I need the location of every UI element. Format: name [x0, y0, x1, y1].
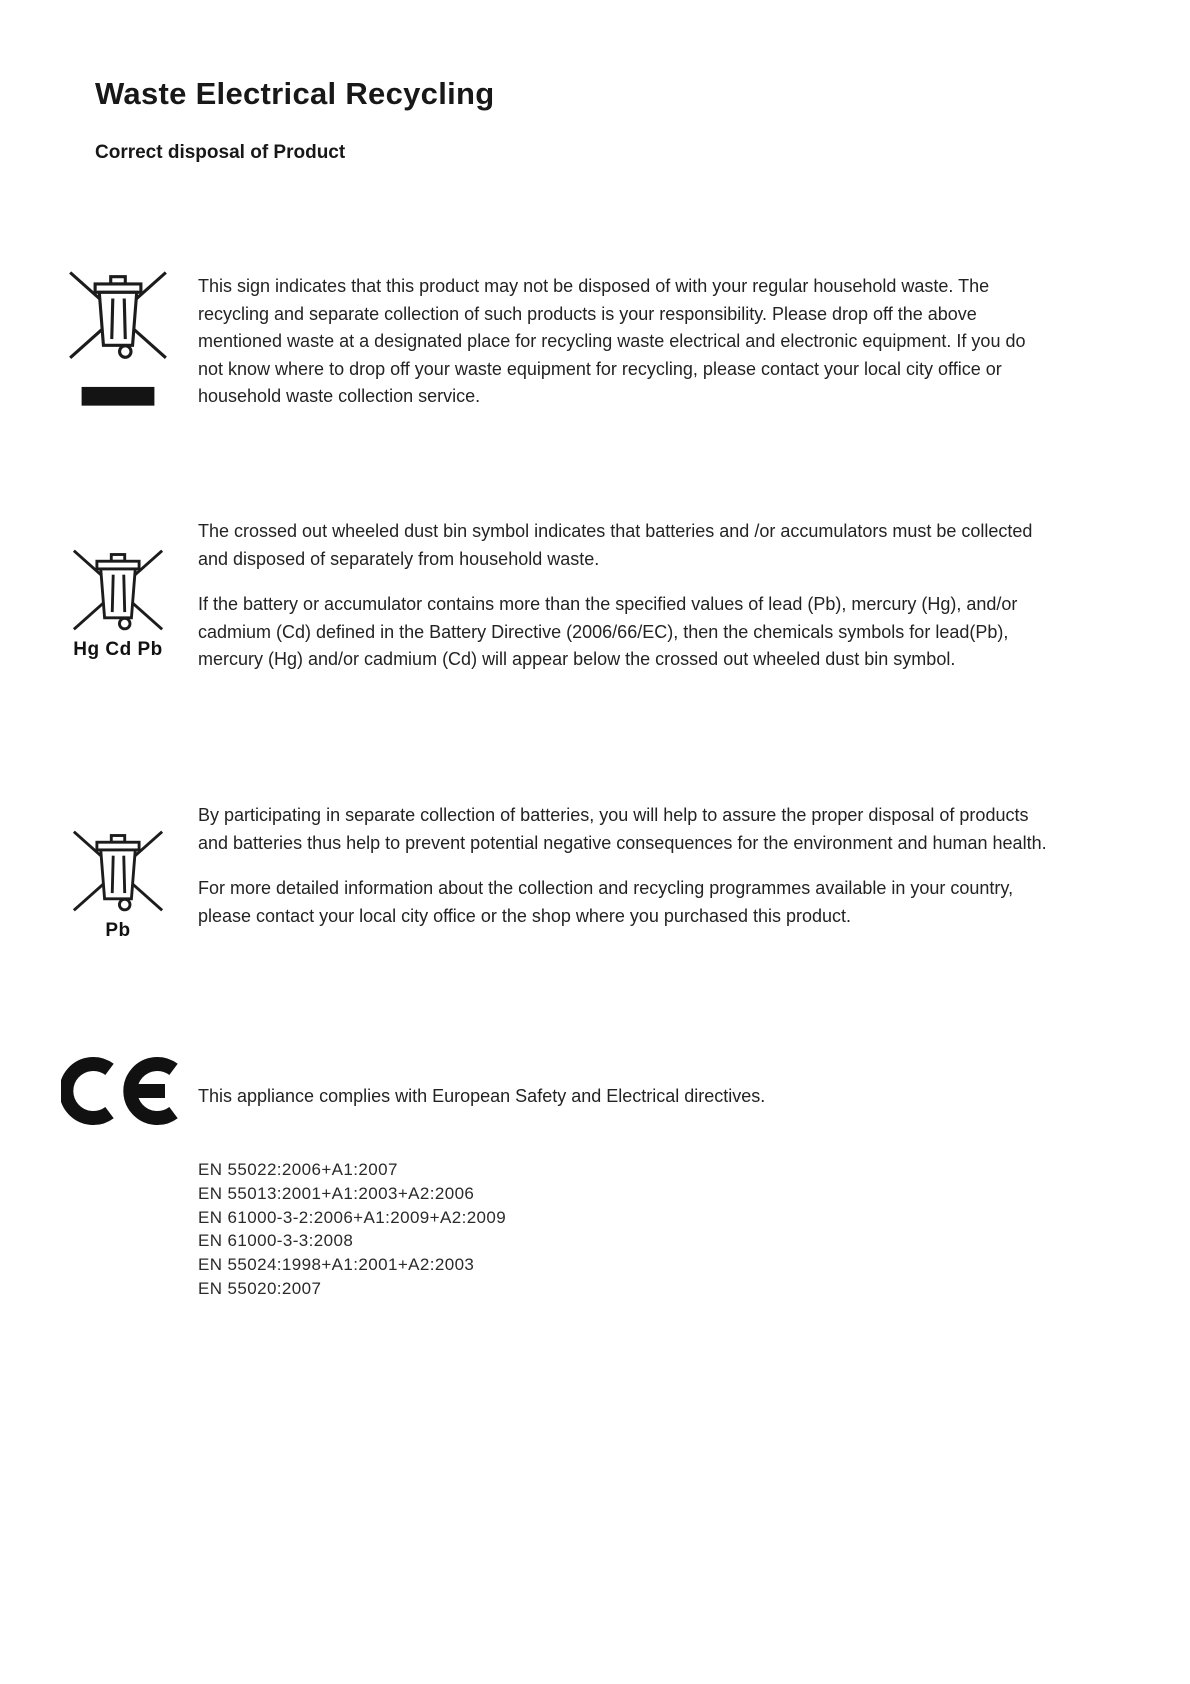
paragraph: The crossed out wheeled dust bin symbol indicates that batteries and /or accumulators must be collected and disposed of separately from household waste. — [198, 521, 1033, 569]
page-title: Waste Electrical Recycling — [95, 76, 495, 111]
standard-line: EN 55024:1998+A1:2001+A2:2003 — [198, 1255, 475, 1275]
section-ce-text — [198, 1083, 1050, 1111]
page-subtitle: Correct disposal of Product — [95, 142, 346, 163]
weee-bin-with-bar-icon — [60, 264, 176, 410]
chemical-symbols-label: Pb — [105, 920, 131, 941]
standard-line: EN 61000-3-2:2006+A1:2009+A2:2009 — [198, 1207, 507, 1227]
battery-bin-pb-icon — [60, 824, 176, 942]
paragraph: For more detailed information about the collection and recycling programmes available in your country, please contact your local city office or the shop where you purchased this product. — [198, 878, 1014, 926]
paragraph: This appliance complies with European Safety and Electrical directives. — [198, 1086, 766, 1106]
paragraph: This sign indicates that this product may not be disposed of with your regular household waste. The recycling and separate collection of such products is your responsibility. Please drop off the above mentioned waste at a designated place for recycling waste electrical and electronic equipment. If you do not know where to drop off your waste equipment for recycling, please contact your local city office or household waste collection service. — [198, 276, 1026, 406]
standard-line: EN 61000-3-3:2008 — [198, 1231, 354, 1251]
section-collection-text — [198, 802, 1050, 930]
standard-line: EN 55020:2007 — [198, 1278, 322, 1298]
section-weee-text — [198, 273, 1050, 411]
paragraph: By participating in separate collection of batteries, you will help to assure the proper disposal of products and batteries thus help to prevent potential negative consequences for the environment and human health. — [198, 805, 1047, 853]
standard-line: EN 55022:2006+A1:2007 — [198, 1160, 398, 1179]
ce-mark-icon — [58, 1050, 188, 1132]
standard-line: EN 55013:2001+A1:2003+A2:2006 — [198, 1183, 475, 1203]
standards-list — [198, 1158, 506, 1301]
battery-bin-hg-cd-pb-icon — [60, 543, 176, 661]
chemical-symbols-label: Hg Cd Pb — [73, 639, 163, 660]
paragraph: If the battery or accumulator contains more than the specified values of lead (Pb), mercury (Hg), and/or cadmium (Cd) defined in the Battery Directive (2006/66/EC), then the chemicals symbols for lead(Pb), mercury (Hg) and/or cadmium (Cd) will appear below the crossed out wheeled dust bin symbol. — [198, 594, 1018, 669]
section-battery-text — [198, 518, 1050, 674]
